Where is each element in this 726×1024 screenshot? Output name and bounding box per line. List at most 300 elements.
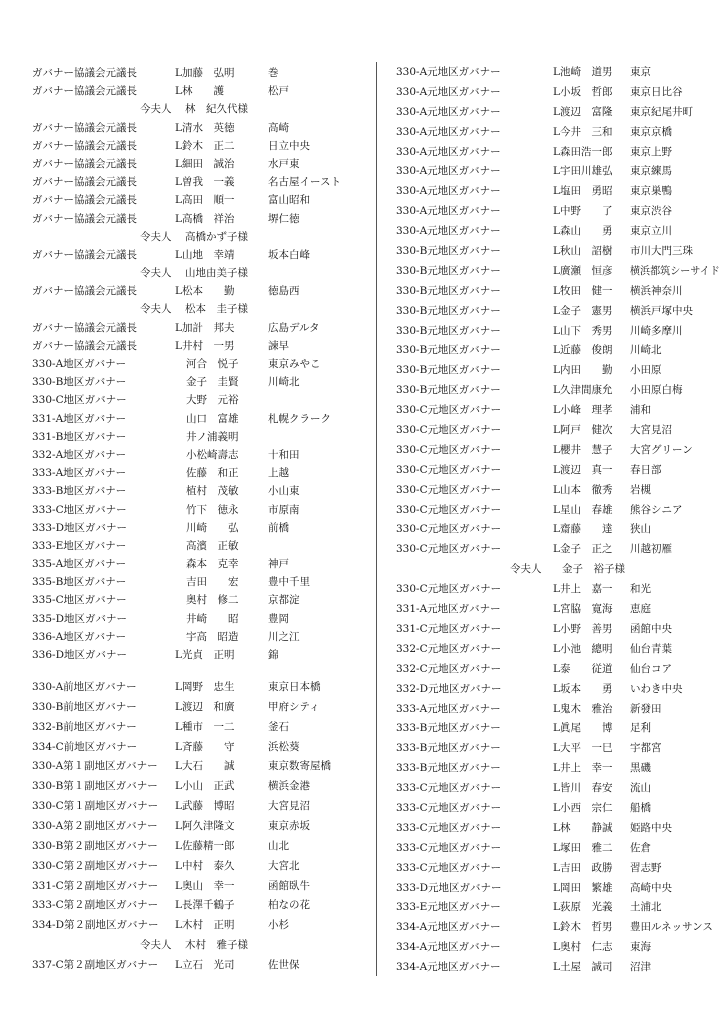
member-name: L宮脇 寛海 [553,603,613,616]
club-name: 市原南 [268,503,300,516]
role-title: 330-C元地区ガバナー [396,443,502,456]
member-row [30,210,374,228]
member-name: 金子 圭賢 [186,376,239,389]
member-row [394,640,722,660]
club-name: 東京京橋 [630,125,672,138]
member-row [394,779,722,799]
club-name: 恵庭 [630,603,651,616]
member-name: L塩田 勇昭 [553,185,613,198]
member-row [394,520,722,540]
role-title: ガバナー協議会元議長 [32,176,137,189]
club-name: いわき中央 [630,682,683,695]
club-name: 川崎北 [630,344,662,357]
member-name: L眞尾 博 [553,722,613,735]
role-title: 333-C元地区ガバナー [396,841,502,854]
member-row [30,956,374,976]
club-name: 大宮グリーン [630,443,693,456]
club-name: 富山昭和 [268,194,310,207]
member-row [394,262,722,282]
club-name: 岩槻 [630,483,651,496]
role-title: 331-C第２副地区ガバナー [32,879,159,892]
club-name: 浦和 [630,404,651,417]
role-title: 334-A元地区ガバナー [396,921,501,934]
member-row [394,103,722,123]
club-name: 横浜神奈川 [630,284,683,297]
member-row [394,222,722,242]
member-row [394,859,722,879]
member-row [394,123,722,143]
member-row [394,879,722,899]
role-title: 330-B元地区ガバナー [396,344,501,357]
club-name: 横浜戸塚中央 [630,304,693,317]
member-name: L久津間康允 [553,384,613,397]
member-name: L廣瀬 恒彦 [553,264,613,277]
member-name: L長澤千鶴子 [175,899,235,912]
club-name: 熊谷シニア [630,503,683,516]
member-row [394,540,722,560]
role-title: 332-C元地区ガバナー [396,642,502,655]
club-name: 錦 [268,649,279,661]
club-name: 仙台コア [630,662,672,675]
club-name: 春日部 [630,463,662,476]
club-name: 甲府シティ [268,700,320,713]
club-name: 黒磯 [630,762,651,775]
left-column-upper-list [30,64,374,664]
role-title: 332-C元地区ガバナー [396,662,502,675]
member-name: L加藤 弘明 [175,67,235,79]
member-row [394,481,722,501]
club-name: 諫早 [268,339,289,352]
role-title: 333-C元地区ガバナー [396,861,502,874]
member-name: 奥村 修二 [186,594,239,607]
member-name: L小池 總明 [553,642,613,655]
club-name: 上越 [268,467,289,480]
club-name: 東京紀尾井町 [630,105,693,118]
club-name: 松戸 [268,85,289,98]
club-name: 柏なの花 [268,899,310,912]
member-row [30,797,374,817]
club-name: 小田原白梅 [630,384,683,397]
role-title: ガバナー協議会元議長 [32,212,137,225]
spouse-row [30,936,374,956]
member-name: L阿戸 健次 [553,424,613,437]
column-divider [376,62,377,976]
club-name: 小山東 [268,485,300,498]
member-row [30,678,374,698]
member-name: L今井 三和 [553,125,613,138]
role-title: 330-B第２副地区ガバナー [32,839,158,852]
role-title: 330-A元地区ガバナー [396,66,501,78]
role-title: 333-E地区ガバナー [32,539,127,552]
role-title: 330-B元地区ガバナー [396,384,501,397]
member-name: 宇高 昭造 [186,630,239,643]
club-name: 和光 [630,583,651,596]
club-name: 東京数寄屋橋 [268,760,331,773]
member-name: L中村 泰久 [175,859,235,872]
spouse-label: 令夫人 [140,230,172,243]
role-title: 333-A元地区ガバナー [396,702,501,715]
member-name: 川崎 弘 [186,521,239,534]
role-title: ガバナー協議会元議長 [32,157,137,170]
member-name: L渡辺 和廣 [175,700,235,713]
spouse-row [394,560,722,580]
spouse-label: 令夫人 [140,939,172,952]
role-title: ガバナー協議会元議長 [32,121,137,134]
member-row [394,441,722,461]
member-row [30,355,374,373]
spouse-name: 金子 裕子様 [562,563,625,576]
club-name: 東京立川 [630,225,672,238]
member-row [394,719,722,739]
role-title: 330-B第１副地区ガバナー [32,780,158,793]
club-name: 大宮北 [268,859,300,872]
member-name: L鈴木 哲男 [553,921,613,934]
role-title: 330-A元地区ガバナー [396,105,501,118]
spouse-row [30,300,374,318]
club-name: 京都淀 [268,594,300,607]
member-row [30,82,374,100]
member-name: L光貞 正明 [175,649,235,661]
role-title: 330-A元地区ガバナー [396,165,501,178]
member-row [30,573,374,591]
member-name: L小野 善男 [553,622,613,635]
role-title: 330-C元地区ガバナー [396,583,502,596]
member-row [394,302,722,322]
role-title: 333-C地区ガバナー [32,503,127,516]
member-row [394,83,722,103]
role-title: 332-B前地区ガバナー [32,720,137,733]
spouse-name: 木村 雅子様 [185,939,248,952]
member-row [30,246,374,264]
member-name: L松本 勤 [175,285,235,298]
role-title: ガバナー協議会元議長 [32,139,137,152]
member-name: L牧田 健一 [553,284,613,297]
member-name: L荻原 光義 [553,901,613,914]
role-title: 333-C元地区ガバナー [396,821,502,834]
club-name: 小杉 [268,919,289,932]
member-name: L坂本 勇 [553,682,613,695]
member-row [394,620,722,640]
member-name: L渡辺 真一 [553,463,613,476]
member-name: L森田浩一郎 [553,145,613,158]
spouse-name: 松本 圭子様 [185,303,248,316]
member-name: L井上 幸一 [553,762,613,775]
role-title: 333-B元地区ガバナー [396,742,501,755]
club-name: 東京赤坂 [268,820,310,833]
club-name: 山北 [268,839,289,852]
member-row [30,817,374,837]
club-name: 巻 [268,67,279,79]
member-name: L高橋 祥治 [175,212,235,225]
spouse-row [30,264,374,282]
spouse-label: 令夫人 [140,303,172,316]
member-name: L金子 正之 [553,543,613,556]
member-name: L鬼木 雅治 [553,702,613,715]
club-name: 狭山 [630,523,651,536]
member-row [394,242,722,262]
member-name: 大野 元裕 [186,394,239,407]
member-name: L岡野 忠生 [175,681,235,693]
member-row [394,958,722,978]
role-title: 330-A元地区ガバナー [396,205,501,218]
role-title: 335-B地区ガバナー [32,576,127,589]
role-title: 330-C元地区ガバナー [396,424,502,437]
member-name: 河合 悦子 [186,358,239,370]
member-row [30,446,374,464]
member-row [30,757,374,777]
spouse-row [30,228,374,246]
member-name: L森山 勇 [553,225,613,238]
role-title: 330-A第２副地区ガバナー [32,820,158,833]
club-name: 東京 [630,66,651,78]
club-name: 大宮見沼 [630,424,672,437]
member-name: L細田 誠治 [175,157,235,170]
role-title: 330-C元地区ガバナー [396,503,502,516]
club-name: 前橋 [268,521,289,534]
club-name: 東京日本橋 [268,681,321,693]
member-name: 吉田 宏 [186,576,239,589]
member-row [30,698,374,718]
member-name: L宇田川雄弘 [553,165,613,178]
club-name: 東京巣鴨 [630,185,672,198]
spouse-name: 林 紀久代様 [185,103,248,116]
member-name: L佐藤精一郎 [175,839,235,852]
club-name: 神戸 [268,558,289,571]
club-name: 釜石 [268,720,289,733]
club-name: 仙台青葉 [630,642,672,655]
member-name: 井崎 昭 [186,612,239,625]
role-title: 330-C元地区ガバナー [396,483,502,496]
role-title: 333-E元地区ガバナー [396,901,501,914]
role-title: 336-A地区ガバナー [32,630,127,643]
member-name: L井村 一男 [175,339,235,352]
member-name: 植村 茂敏 [186,485,239,498]
club-name: 新發田 [630,702,662,715]
club-name: 習志野 [630,861,662,874]
role-title: 331-B地区ガバナー [32,430,127,443]
member-name: L星山 春雄 [553,503,613,516]
role-title: 330-C元地区ガバナー [396,543,502,556]
member-row [30,428,374,446]
member-row [30,119,374,137]
member-row [394,202,722,222]
member-name: L林 静誠 [553,821,613,834]
member-row [30,610,374,628]
role-title: 333-D地区ガバナー [32,521,128,534]
member-name: L櫻井 慧子 [553,443,613,456]
member-name: L小山 正武 [175,780,235,793]
left-column-lower-list [30,678,374,976]
member-name: L奥山 幸一 [175,879,235,892]
club-name: 徳島西 [268,285,300,298]
member-name: 佐藤 和正 [186,467,239,480]
role-title: 335-A地区ガバナー [32,558,127,571]
member-name: L斉藤 守 [175,740,235,753]
club-name: 日立中央 [268,139,310,152]
member-row [394,700,722,720]
role-title: 330-B前地区ガバナー [32,700,137,713]
role-title: 335-D地区ガバナー [32,612,128,625]
role-title: 330-B元地区ガバナー [396,245,501,258]
member-name: L山地 幸靖 [175,248,235,261]
club-name: 浜松葵 [268,740,300,753]
member-name: 高濱 正敏 [186,539,239,552]
member-row [30,155,374,173]
member-row [30,501,374,519]
role-title: 331-A地区ガバナー [32,412,127,425]
role-title: 330-B元地区ガバナー [396,324,501,337]
role-title: 330-A元地区ガバナー [396,125,501,138]
club-name: 小田原 [630,364,662,377]
member-name: 森本 克幸 [186,558,239,571]
club-name: 東京渋谷 [630,205,672,218]
role-title: 332-A地区ガバナー [32,448,127,461]
member-row [30,64,374,82]
member-row [30,173,374,191]
member-row [30,519,374,537]
member-row [394,660,722,680]
right-column-list [394,63,722,978]
club-name: 東京みやこ [268,358,321,370]
member-name: L立石 光司 [175,959,235,972]
role-title: 330-B元地区ガバナー [396,364,501,377]
spouse-row [30,100,374,118]
member-row [30,555,374,573]
member-row [30,482,374,500]
club-name: 東京練馬 [630,165,672,178]
member-row [394,918,722,938]
club-name: 佐世保 [268,959,300,972]
member-name: L泰 従道 [553,662,613,675]
member-name: L武藤 博昭 [175,800,235,813]
member-row [394,898,722,918]
spouse-name: 山地由美子様 [185,267,248,280]
role-title: 330-C第１副地区ガバナー [32,800,159,813]
member-row [394,819,722,839]
member-row [30,191,374,209]
club-name: 横浜金港 [268,780,310,793]
member-row [394,938,722,958]
member-row [30,738,374,758]
club-name: 川崎多摩川 [630,324,683,337]
role-title: 330-B元地区ガバナー [396,284,501,297]
member-name: 竹下 徳永 [186,503,239,516]
role-title: 330-B元地区ガバナー [396,304,501,317]
club-name: 広島デルタ [268,321,320,334]
role-title: ガバナー協議会元議長 [32,194,137,207]
member-row [394,381,722,401]
member-row [30,896,374,916]
member-row [394,401,722,421]
member-name: L大平 一巳 [553,742,613,755]
member-name: L曽我 一義 [175,176,235,189]
role-title: 333-B元地区ガバナー [396,762,501,775]
member-name: L種市 一二 [175,720,235,733]
role-title: 334-A元地区ガバナー [396,941,501,954]
club-name: 流山 [630,782,651,795]
role-title: 330-A元地区ガバナー [396,85,501,98]
member-name: L塚田 雅二 [553,841,613,854]
role-title: 331-C元地区ガバナー [396,622,502,635]
member-row [30,591,374,609]
role-title: 330-A元地区ガバナー [396,145,501,158]
club-name: 東海 [630,941,651,954]
member-row [394,341,722,361]
member-row [394,580,722,600]
role-title: 330-C第２副地区ガバナー [32,859,159,872]
club-name: 東京日比谷 [630,85,683,98]
role-title: 333-C第２副地区ガバナー [32,899,159,912]
member-row [30,464,374,482]
club-name: 足利 [630,722,651,735]
club-name: 大宮見沼 [268,800,310,813]
member-name: L加計 邦夫 [175,321,235,334]
member-name: L大石 誠 [175,760,235,773]
club-name: 土浦北 [630,901,662,914]
role-title: 333-C元地区ガバナー [396,801,502,814]
club-name: 佐倉 [630,841,651,854]
member-row [30,916,374,936]
member-row [394,759,722,779]
role-title: 330-B地区ガバナー [32,376,127,389]
role-title: 330-C元地区ガバナー [396,404,502,417]
member-row [394,421,722,441]
member-name: L金子 憲男 [553,304,613,317]
role-title: 333-B元地区ガバナー [396,722,501,735]
member-name: L井上 嘉一 [553,583,613,596]
member-row [394,143,722,163]
member-name: L内田 勤 [553,364,613,377]
role-title: 330-C地区ガバナー [32,394,127,407]
member-name: L秋山 詔樹 [553,245,613,258]
member-row [394,839,722,859]
role-title: 330-A前地区ガバナー [32,681,137,693]
member-name: L奥村 仁志 [553,941,613,954]
spouse-label: 令夫人 [510,563,542,576]
role-title: 333-A地区ガバナー [32,467,127,480]
role-title: 330-A元地区ガバナー [396,185,501,198]
member-row [394,182,722,202]
club-name: 函館中央 [630,622,672,635]
member-name: 井ノ浦義明 [186,430,239,443]
member-row [394,739,722,759]
member-row [394,501,722,521]
role-title: 334-D第２副地区ガバナー [32,919,159,932]
role-title: 333-D元地区ガバナー [396,881,502,894]
role-title: 331-A元地区ガバナー [396,603,501,616]
member-name: L岡田 繁雄 [553,881,613,894]
role-title: 330-C元地区ガバナー [396,523,502,536]
club-name: 姫路中央 [630,821,672,834]
role-title: ガバナー協議会元議長 [32,285,137,298]
member-name: L鈴木 正二 [175,139,235,152]
role-title: 330-A第１副地区ガバナー [32,760,158,773]
member-row [394,63,722,83]
role-title: 336-D地区ガバナー [32,649,128,661]
club-name: 高崎 [268,121,289,134]
member-name: L小西 宗仁 [553,801,613,814]
member-row [394,361,722,381]
member-name: L山下 秀男 [553,324,613,337]
member-row [394,799,722,819]
role-title: ガバナー協議会元議長 [32,248,137,261]
member-name: L林 護 [175,85,224,98]
club-name: 坂本白峰 [268,248,310,261]
club-name: 十和田 [268,448,300,461]
club-name: 宇都宮 [630,742,662,755]
member-row [30,410,374,428]
member-row [394,162,722,182]
